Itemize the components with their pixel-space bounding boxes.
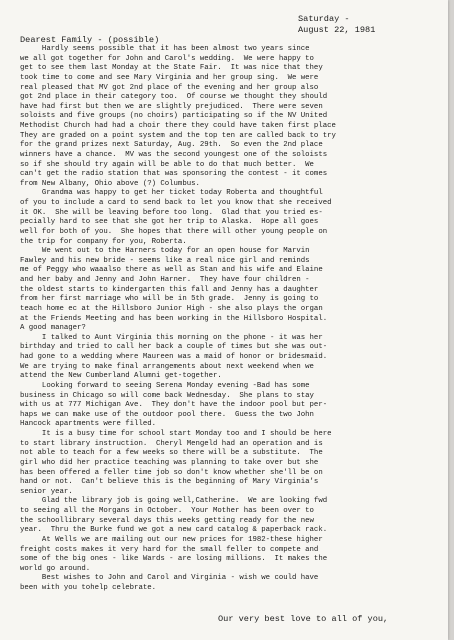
letter-line: Hancock apartments were filled. (20, 420, 156, 429)
letter-line: we all got together for John and Carol's wedding. We were happy to (20, 54, 314, 63)
letter-line: the trip for company for you, Roberta. (20, 237, 187, 246)
letter-line: get to see them last Monday at the State Fair. It was nice that they (20, 64, 323, 73)
letter-line: girl who did her practice teaching was planning to take over but she (20, 458, 319, 467)
letter-line: attend the New Cumberland Alumni get-together. (20, 372, 222, 381)
letter-line: been with you tohelp celebrate. (20, 584, 156, 592)
letter-line: Best wishes to John and Carol and Virginia - wish we could have (20, 574, 319, 583)
letter-line: to seeing all the Morgans in October. Your Mother has been over to (20, 507, 314, 515)
salutation: Dearest Family - (possible) (20, 35, 160, 45)
letter-line: teach home ec at the Hillsboro Junior High - she also plays the organ (20, 304, 323, 313)
letter-line: hand or not. Can't believe this is the beginning of Mary Virginia's (20, 478, 319, 487)
letter-line: I talked to Aunt Virginia this morning on the phone - it was her (20, 333, 323, 342)
letter-line: took time to come and see Mary Virginia and her group sing. We were (20, 73, 319, 82)
letter-line: world go around. (20, 564, 91, 573)
letter-line: from her first marriage who will be in 5th grade. Jenny is going to (20, 295, 319, 304)
letter-line: to start library instruction. Cheryl Mengeld had an operation and is (20, 439, 323, 448)
letter-line: got 2nd place in their category too. Of course we thought they should (20, 93, 328, 102)
letter-body (20, 45, 444, 594)
letter-line: the oldest starts to kindergarten this fall and Jenny has a daughter (20, 285, 319, 294)
letter-line: soloists and five groups (no choirs) participating so if the NV United (20, 112, 328, 121)
letter-line: pecially hard to see that she got her trip to Alaska. Hope all goes (20, 218, 319, 227)
letter-line: real pleased that MV got 2nd place of the evening and her group also (20, 83, 319, 92)
date-day: Saturday - (298, 14, 350, 24)
letter-line: have had first but then we are slightly prejudiced. There were seven (20, 102, 323, 111)
letter-line: A good manager? (20, 324, 86, 333)
letter-line: from New Albany, Ohio above (?) Columbus. (20, 179, 200, 188)
letter-line: Looking forward to seeing Serena Monday evening -Bad has some (20, 381, 310, 390)
closing-line: Our very best love to all of you, (218, 614, 389, 624)
letter-line: haps we can make use of the outdoor pool there. Guess the two John (20, 410, 314, 419)
letter-line: Methodist Church had had a choir there they could have taken first place (20, 122, 336, 130)
letter-line: Fawley and his new bride - seems like a real nice girl and reminds (20, 256, 310, 265)
letter-line: and her baby and Jenny and John Harner. They have four children - (20, 276, 310, 284)
letter-line: We went out to the Harners today for an open house for Marvin (20, 247, 310, 256)
letter-line: year. Thru the Burke fund we got a new card catalog & paperback rack. (20, 526, 328, 535)
letter-line: it OK. She will be leaving before too long. Glad that you tried es- (20, 208, 323, 217)
date-full: August 22, 1981 (298, 24, 376, 35)
letter-line: so if she should try again will be able to do that much better. We (20, 160, 314, 169)
letter-line: business in Chicago so will come back Wednesday. She plans to stay (20, 391, 314, 400)
letter-line: We are trying to make final arrangements about next weekend when we (20, 362, 314, 371)
letter-line: some of the big ones - like Wards - are losing millions. It makes the (20, 555, 328, 564)
letter-line: Grandma was happy to get her ticket today Roberta and thoughtful (20, 189, 323, 198)
letter-line: for the grand prizes next Saturday, Aug. 29th. So even the 2nd place (20, 141, 323, 150)
letter-line: me of Peggy who waaalso there as well as Stan and his wife and Elaine (20, 266, 323, 275)
letter-line: at the Friends Meeting and has been working in the Hillsboro Hospital. (20, 314, 328, 323)
letter-line: It is a busy time for school start Monday too and I should be here (20, 430, 332, 438)
letter-line: freight costs makes it very hard for the small feller to compete and (20, 545, 319, 554)
letter-line: At Wells we are mailing out our new prices for 1982-these higher (20, 535, 323, 544)
letter-line: Glad the library job is going well,Catherine. We are looking fwd (20, 497, 328, 506)
letter-line: had gone to a wedding where Maureen was a maid of honor or bridesmaid. (20, 353, 328, 361)
letter-line: of you to include a card to send back to let you know that she received (20, 199, 332, 207)
letter-line: winners have a chance. MV was the second youngest one of the soloists (20, 150, 328, 159)
letter-date (298, 14, 375, 35)
letter-line: with us at 777 Michigan Ave. They don't have the indoor pool but per- (20, 401, 328, 410)
letter-line: can't get the radio station that was sponsoring the contest - it comes (20, 170, 328, 179)
letter-line: the schoollibrary several days this weeks getting ready for the new (20, 516, 314, 525)
letter-line: They are graded on a point system and the top ten are called back to try (20, 131, 336, 140)
letter-line: not able to teach for a few weeks so there will be a substitute. The (20, 449, 323, 458)
letter-line: birthday and tried to call her back a couple of times but she was out- (20, 343, 328, 352)
letter-line: well for both of you. She hopes that there will other young people on (20, 227, 328, 236)
letter-line: senior year. (20, 487, 73, 496)
letter-line: has been offered a feller time job so don't know whether she'll be on (20, 468, 323, 477)
letter-line: Hardly seems possible that it has been almost two years since (20, 45, 310, 53)
